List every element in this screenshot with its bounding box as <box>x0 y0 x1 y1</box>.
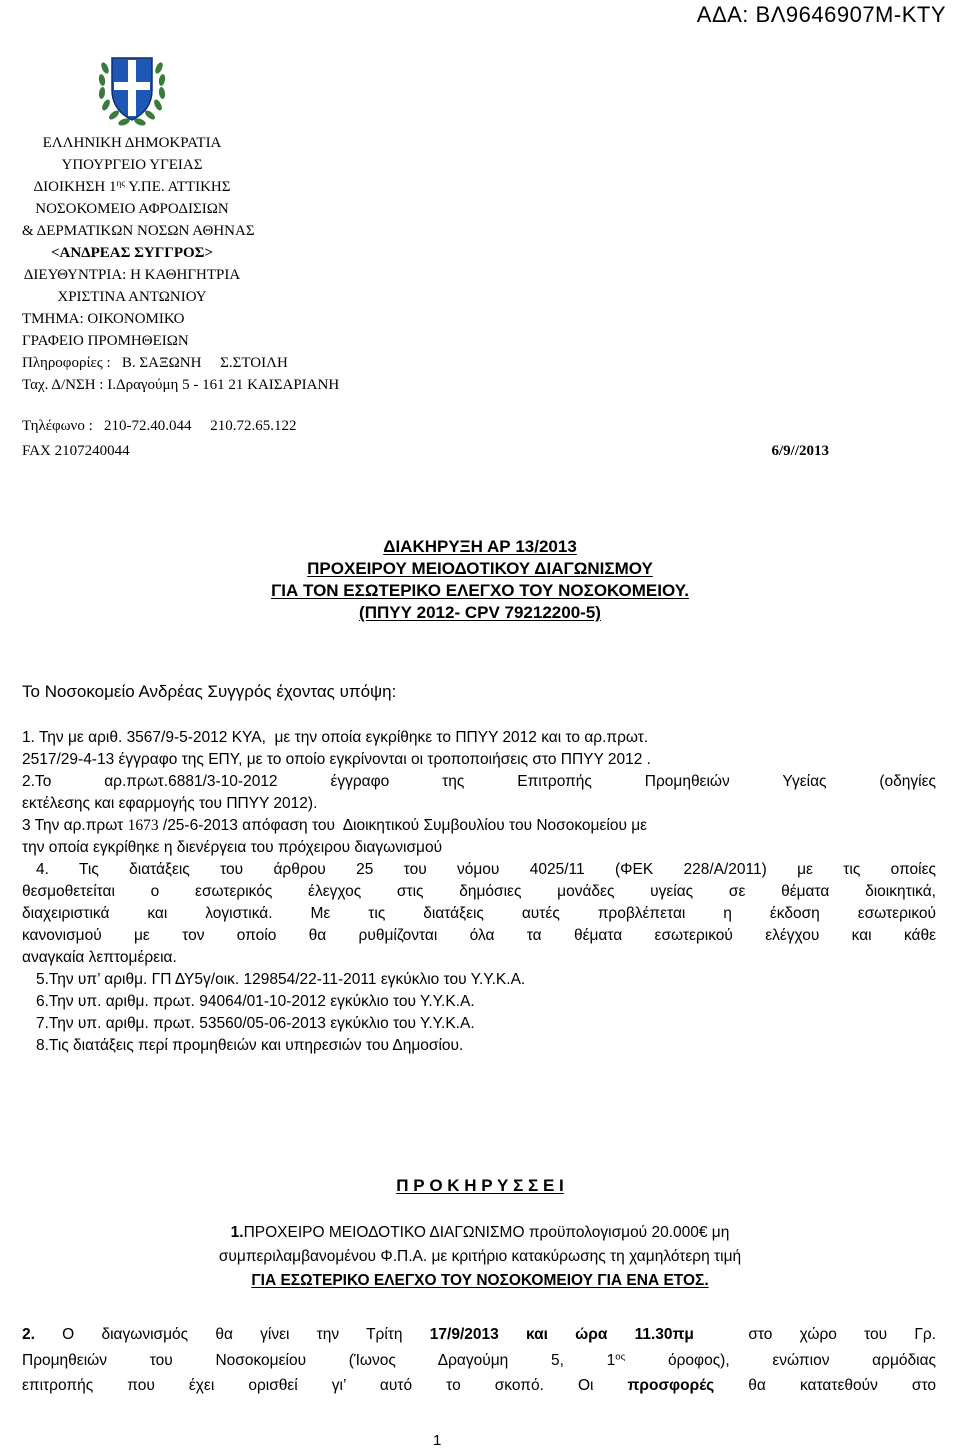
item-bold-word: προσφορές <box>627 1377 715 1394</box>
reference-4-cont: αναγκαία λεπτομέρεια. <box>22 949 177 966</box>
reference-2-cont: εκτέλεσης και εφαρμογής του ΠΠΥΥ 2012). <box>22 795 318 812</box>
letterhead-line: ΔΙΕΥΘΥΝΤΡΙΑ: Η ΚΑΘΗΓΗΤΡΙΑ <box>23 267 241 283</box>
reference-2: 2.Το αρ.πρωτ.6881/3-10-2012 έγγραφο της Επιτροπής Προμηθειών Υγείας (οδηγίες <box>22 773 936 790</box>
item-1-line <box>0 1224 960 1242</box>
item-text: θα κατατεθούν στο <box>714 1377 936 1394</box>
reference-text: 3 Την αρ.πρωτ <box>22 817 128 834</box>
document-date: 6/9//2013 <box>771 443 829 459</box>
item-number: 1. <box>230 1224 244 1241</box>
letterhead-line: ΝΟΣΟΚΟΜΕΙΟ ΑΦΡΟΔΙΣΙΩΝ <box>35 201 229 217</box>
ada-code: ΑΔΑ: ΒΛ9646907Μ-ΚΤΥ <box>696 2 946 27</box>
reference-4-cont: θεσμοθετείται ο εσωτερικός έλεγχος στις δημόσιες μονάδες υγείας σε θέματα διοικητικά, <box>22 883 936 900</box>
item-text: όροφος), ενώπιον αρμόδιας <box>625 1352 937 1369</box>
reference-3 <box>22 817 647 835</box>
title-line: ΠΡΟΧΕΙΡΟΥ ΜΕΙΟΔΟΤΙΚΟΥ ΔΙΑΓΩΝΙΣΜΟΥ <box>307 559 653 578</box>
reference-1: 1. Την με αριθ. 3567/9-5-2012 ΚΥΑ, με την οποία εγκρίθηκε το ΠΠΥΥ 2012 και το αρ.πρωτ. <box>22 729 649 746</box>
proclaim-heading: Π Ρ Ο Κ Η Ρ Υ Σ Σ Ε Ι <box>396 1176 564 1195</box>
intro-text: Το Νοσοκομείο Ανδρέας Συγγρός έχοντας υπόψη: <box>22 682 397 701</box>
item-2-line <box>22 1326 936 1344</box>
item-2-line <box>22 1352 936 1370</box>
reference-4: 4. Τις διατάξεις του άρθρου 25 του νόμου 4025/11 (ΦΕΚ 228/Α/2011) με τις οποίες <box>36 861 936 878</box>
letterhead-text: ΔΙΟΙΚΗΣΗ 1 <box>33 179 117 195</box>
phone-numbers: Τηλέφωνο : 210-72.40.044 210.72.65.122 <box>22 418 297 434</box>
reference-7: 7.Την υπ. αριθμ. πρωτ. 53560/05-06-2013 εγκύκλιο του Υ.Υ.Κ.Α. <box>36 1015 475 1032</box>
reference-3-cont: την οποία εγκρίθηκε η διενέργεια του πρόχειρου διαγωνισμού <box>22 839 443 856</box>
letterhead-text: Υ.ΠΕ. ΑΤΤΙΚΗΣ <box>125 179 231 195</box>
letterhead-line: ΕΛΛΗΝΙΚΗ ΔΗΜΟΚΡΑΤΙΑ <box>42 135 222 151</box>
reference-4-cont: κανονισμού με τον οποίο θα ρυθμίζονται όλα τα θέματα εσωτερικού ελέγχου και κάθε <box>22 927 936 944</box>
reference-8: 8.Τις διατάξεις περί προμηθειών και υπηρεσιών του Δημοσίου. <box>36 1037 464 1054</box>
page-number: 1 <box>433 1432 442 1449</box>
item-text: Ο διαγωνισμός θα γίνει την Τρίτη <box>34 1326 430 1343</box>
item-superscript: ος <box>615 1351 626 1363</box>
reference-1-cont: 2517/29-4-13 έγγραφο της ΕΠΥ, με το οποίο εγκρίνονται οι τροποποιήσεις στο ΠΠΥΥ 2012 . <box>22 751 651 768</box>
fax-number: FAX 2107240044 <box>22 443 130 459</box>
hospital-name: <ΑΝΔΡΕΑΣ ΣΥΓΓΡΟΣ> <box>50 245 214 261</box>
postal-address: Ταχ. Δ/ΝΣΗ : Ι.Δραγούμη 5 - 161 21 ΚΑΙΣΑΡΙΑΝΗ <box>22 377 340 393</box>
letterhead-superscript: ης <box>116 178 125 189</box>
letterhead-line: ΥΠΟΥΡΓΕΙΟ ΥΓΕΙΑΣ <box>61 157 203 173</box>
greek-coat-of-arms-icon <box>96 46 168 130</box>
title-line: ΓΙΑ ΤΟΝ ΕΣΩΤΕΡΙΚΟ ΕΛΕΓΧΟ ΤΟΥ ΝΟΣΟΚΟΜΕΙΟΥ. <box>271 581 689 600</box>
office: ΓΡΑΦΕΙΟ ΠΡΟΜΗΘΕΙΩΝ <box>22 333 189 349</box>
letterhead-line: ΧΡΙΣΤΙΝΑ ΑΝΤΩΝΙΟΥ <box>57 289 207 305</box>
item-text: ΠΡΟΧΕΙΡΟ ΜΕΙΟΔΟΤΙΚΟ ΔΙΑΓΩΝΙΣΜΟ προϋπολογισμού 20.000€ μη <box>243 1224 730 1241</box>
reference-6: 6.Την υπ. αριθμ. πρωτ. 94064/01-10-2012 εγκύκλιο του Υ.Υ.Κ.Α. <box>36 993 475 1010</box>
title-line: (ΠΠΥΥ 2012- CPV 79212200-5) <box>359 603 601 622</box>
letterhead-line <box>22 179 242 196</box>
cross-horizontal <box>114 82 150 90</box>
item-2-line <box>22 1377 936 1395</box>
reference-4-cont: διαχειριστικά και λογιστικά. Με τις διατάξεις αυτές προβλέπεται η έκδοση εσωτερικού <box>22 905 936 922</box>
reference-5: 5.Την υπ’ αριθμ. ΓΠ ΔΥ5γ/οικ. 129854/22-11-2011 εγκύκλιο του Υ.Υ.Κ.Α. <box>36 971 526 988</box>
item-number: 2. <box>22 1326 35 1343</box>
item-1-line: ΓΙΑ ΕΣΩΤΕΡΙΚΟ ΕΛΕΓΧΟ ΤΟΥ ΝΟΣΟΚΟΜΕΙΟΥ ΓΙΑ ΕΝΑ ΕΤΟΣ. <box>251 1272 709 1289</box>
reference-text: /25-6-2013 απόφαση του Διοικητικού Συμβουλίου του Νοσοκομείου με <box>158 817 648 834</box>
letterhead-line: & ΔΕΡΜΑΤΙΚΩΝ ΝΟΣΩΝ ΑΘΗΝΑΣ <box>22 223 255 239</box>
item-text: στο χώρο του Γρ. <box>693 1326 936 1343</box>
item-1-line: συμπεριλαμβανομένου Φ.Π.Α. με κριτήριο κατακύρωσης τη χαμηλότερη τιμή <box>218 1248 742 1265</box>
item-text: Προμηθειών του Νοσοκομείου (Ίωνος Δραγούμη 5, 1 <box>22 1352 616 1369</box>
title-line: ΔΙΑΚΗΡΥΞΗ ΑΡ 13/2013 <box>383 537 577 556</box>
department: ΤΜΗΜΑ: ΟΙΚΟΝΟΜΙΚΟ <box>22 311 185 327</box>
reference-number: 1673 <box>127 817 159 834</box>
item-date-time: 17/9/2013 και ώρα 11.30πμ <box>429 1326 694 1343</box>
item-text: επιτροπής που έχει ορισθεί γι’ αυτό το σκοπό. Οι <box>22 1377 628 1394</box>
info-contacts: Πληροφορίες : Β. ΣΑΞΩΝΗ Σ.ΣΤΟΙΛΗ <box>22 355 288 371</box>
